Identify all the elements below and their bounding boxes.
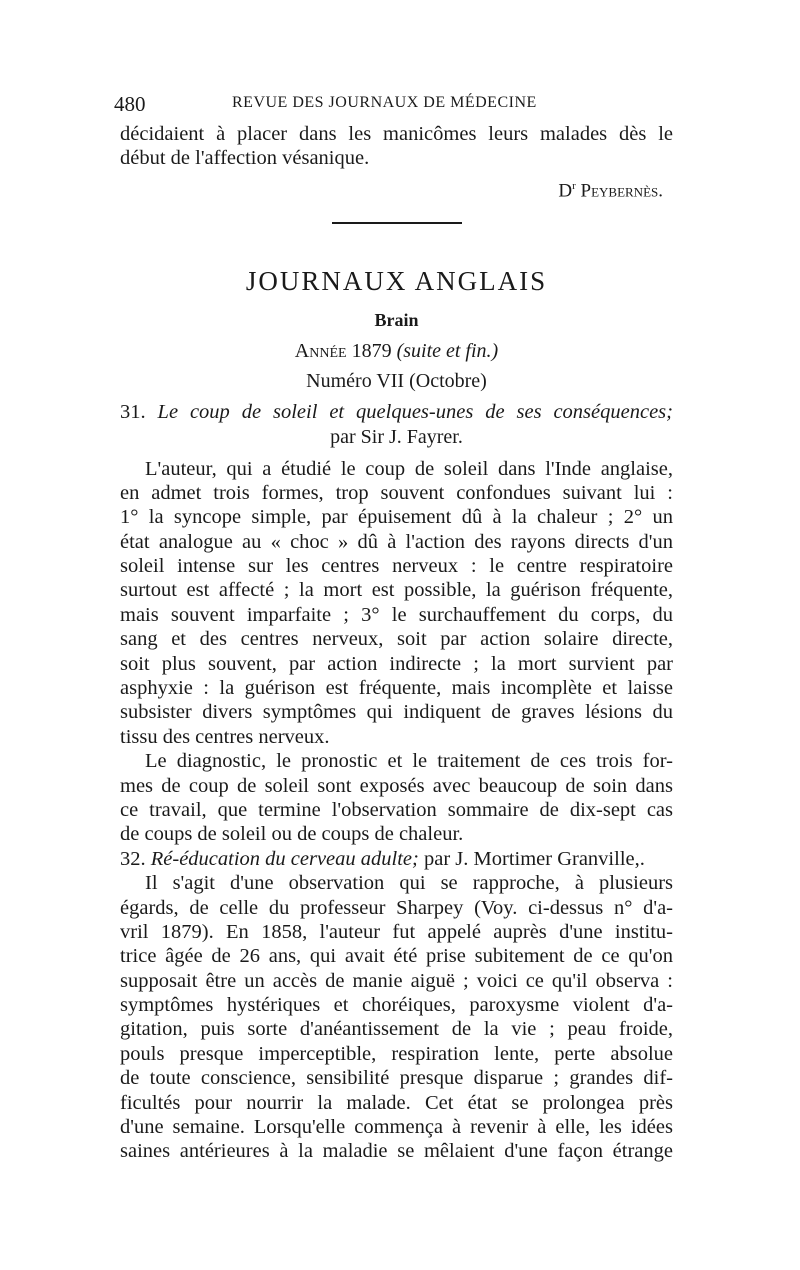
signature-title: D (558, 180, 573, 202)
text-line: sang et des centres nerveux, soit par action solaire directe, (120, 628, 673, 651)
text-line: mais souvent imparfaite ; 3° le surchauffement du corps, du (120, 603, 673, 626)
journal-issue: Numéro VII (Octobre) (306, 370, 487, 393)
text-line: symptômes hystériques et choréiques, paroxysme violent d'a- (120, 994, 673, 1017)
text-line: Il s'agit d'une observation qui se rapproche, à plusieurs (145, 872, 673, 895)
journal-year (120, 338, 673, 364)
text-line: gitation, puis sorte d'anéantissement de la vie ; peau froide, (120, 1018, 673, 1041)
signature-name: Peybernès. (580, 180, 663, 202)
text-line: vril 1879). En 1858, l'auteur fut appelé auprès d'une institu- (120, 920, 673, 943)
text-line: trice âgée de 26 ans, qui avait été prise subitement de ce qu'on (120, 945, 673, 968)
journal-name: Brain (374, 310, 419, 331)
text-line: 1° la syncope simple, par épuisement dû à la chaleur ; 2° un (120, 506, 673, 529)
text-line: saines antérieures à la maladie se mêlaient d'une façon étrange (120, 1140, 673, 1163)
text-line: L'auteur, qui a étudié le coup de soleil dans l'Inde anglaise, (145, 457, 673, 480)
text-line: subsister divers symptômes qui indiquent de graves lésions du (120, 701, 673, 724)
section-title: JOURNAUX ANGLAIS (245, 266, 548, 297)
text-line: ce travail, que termine l'observation sommaire de dix-sept cas (120, 798, 673, 821)
page (114, 92, 673, 1164)
text-line: tissu des centres nerveux. (120, 725, 330, 748)
article-31-paragraph-1 (120, 457, 673, 750)
year-value: 1879 (351, 340, 392, 363)
article-byline: par J. Mortimer Granville,. (423, 847, 645, 870)
running-title: REVUE DES JOURNAUX DE MÉDECINE (232, 94, 537, 111)
text-line: de toute conscience, sensibilité presque disparue ; grandes dif- (120, 1067, 673, 1090)
text-line: supposait être un accès de manie aiguë ; voici ce qu'il observa : (120, 969, 673, 992)
text-line: début de l'affection vésanique. (120, 147, 370, 170)
article-31-byline: par Sir J. Fayrer. (330, 425, 463, 448)
opening-paragraph (120, 122, 673, 171)
text-line: égards, de celle du professeur Sharpey (Voy. ci-dessus n° d'a- (120, 896, 673, 919)
text-line: mes de coup de soleil sont exposés avec beaucoup de soin dans (120, 774, 673, 797)
text-line: asphyxie : la guérison est fréquente, mais incomplète et laisse (120, 677, 673, 700)
running-head (114, 92, 673, 122)
text-line: état analogue au « choc » dû à l'action des rayons directs d'un (120, 530, 673, 553)
article-32-heading (120, 847, 673, 871)
text-line: surtout est affecté ; la mort est possible, la guérison fréquente, (120, 579, 673, 602)
text-line: décidaient à placer dans les manicômes leurs malades dès le (120, 123, 673, 145)
text-line: Le diagnostic, le pronostic et le traitement de ces trois for- (145, 750, 673, 773)
article-32-paragraph (120, 871, 673, 1164)
article-title: Le coup de soleil et quelques-unes de ses conséquences; (157, 401, 673, 424)
article-31-heading (120, 400, 673, 424)
text-line: soit plus souvent, par action indirecte ; la mort survient par (120, 652, 673, 675)
page-number: 480 (114, 92, 146, 116)
section-divider (332, 222, 462, 224)
year-label: Année (294, 340, 347, 363)
text-line: ficultés pour nourrir la malade. Cet état se prolongea près (120, 1091, 673, 1114)
author-signature (120, 173, 673, 204)
text-line: pouls presque imperceptible, respiration lente, perte absolue (120, 1042, 673, 1065)
year-note: (suite et fin.) (396, 340, 499, 363)
text-line: soleil intense sur les centres nerveux : le centre respiratoire (120, 555, 673, 578)
text-line: d'une semaine. Lorsqu'elle commença à revenir à elle, les idées (120, 1116, 673, 1139)
article-31-paragraph-2 (120, 749, 673, 847)
text-line: en admet trois formes, trop souvent confondues suivant lui : (120, 481, 673, 504)
text-line: de coups de soleil ou de coups de chaleur. (120, 823, 464, 846)
article-title: Ré-éducation du cerveau adulte; (150, 847, 419, 870)
article-number: 32. (120, 847, 146, 870)
signature-title-sup: r (572, 179, 576, 192)
article-number: 31. (120, 401, 146, 424)
